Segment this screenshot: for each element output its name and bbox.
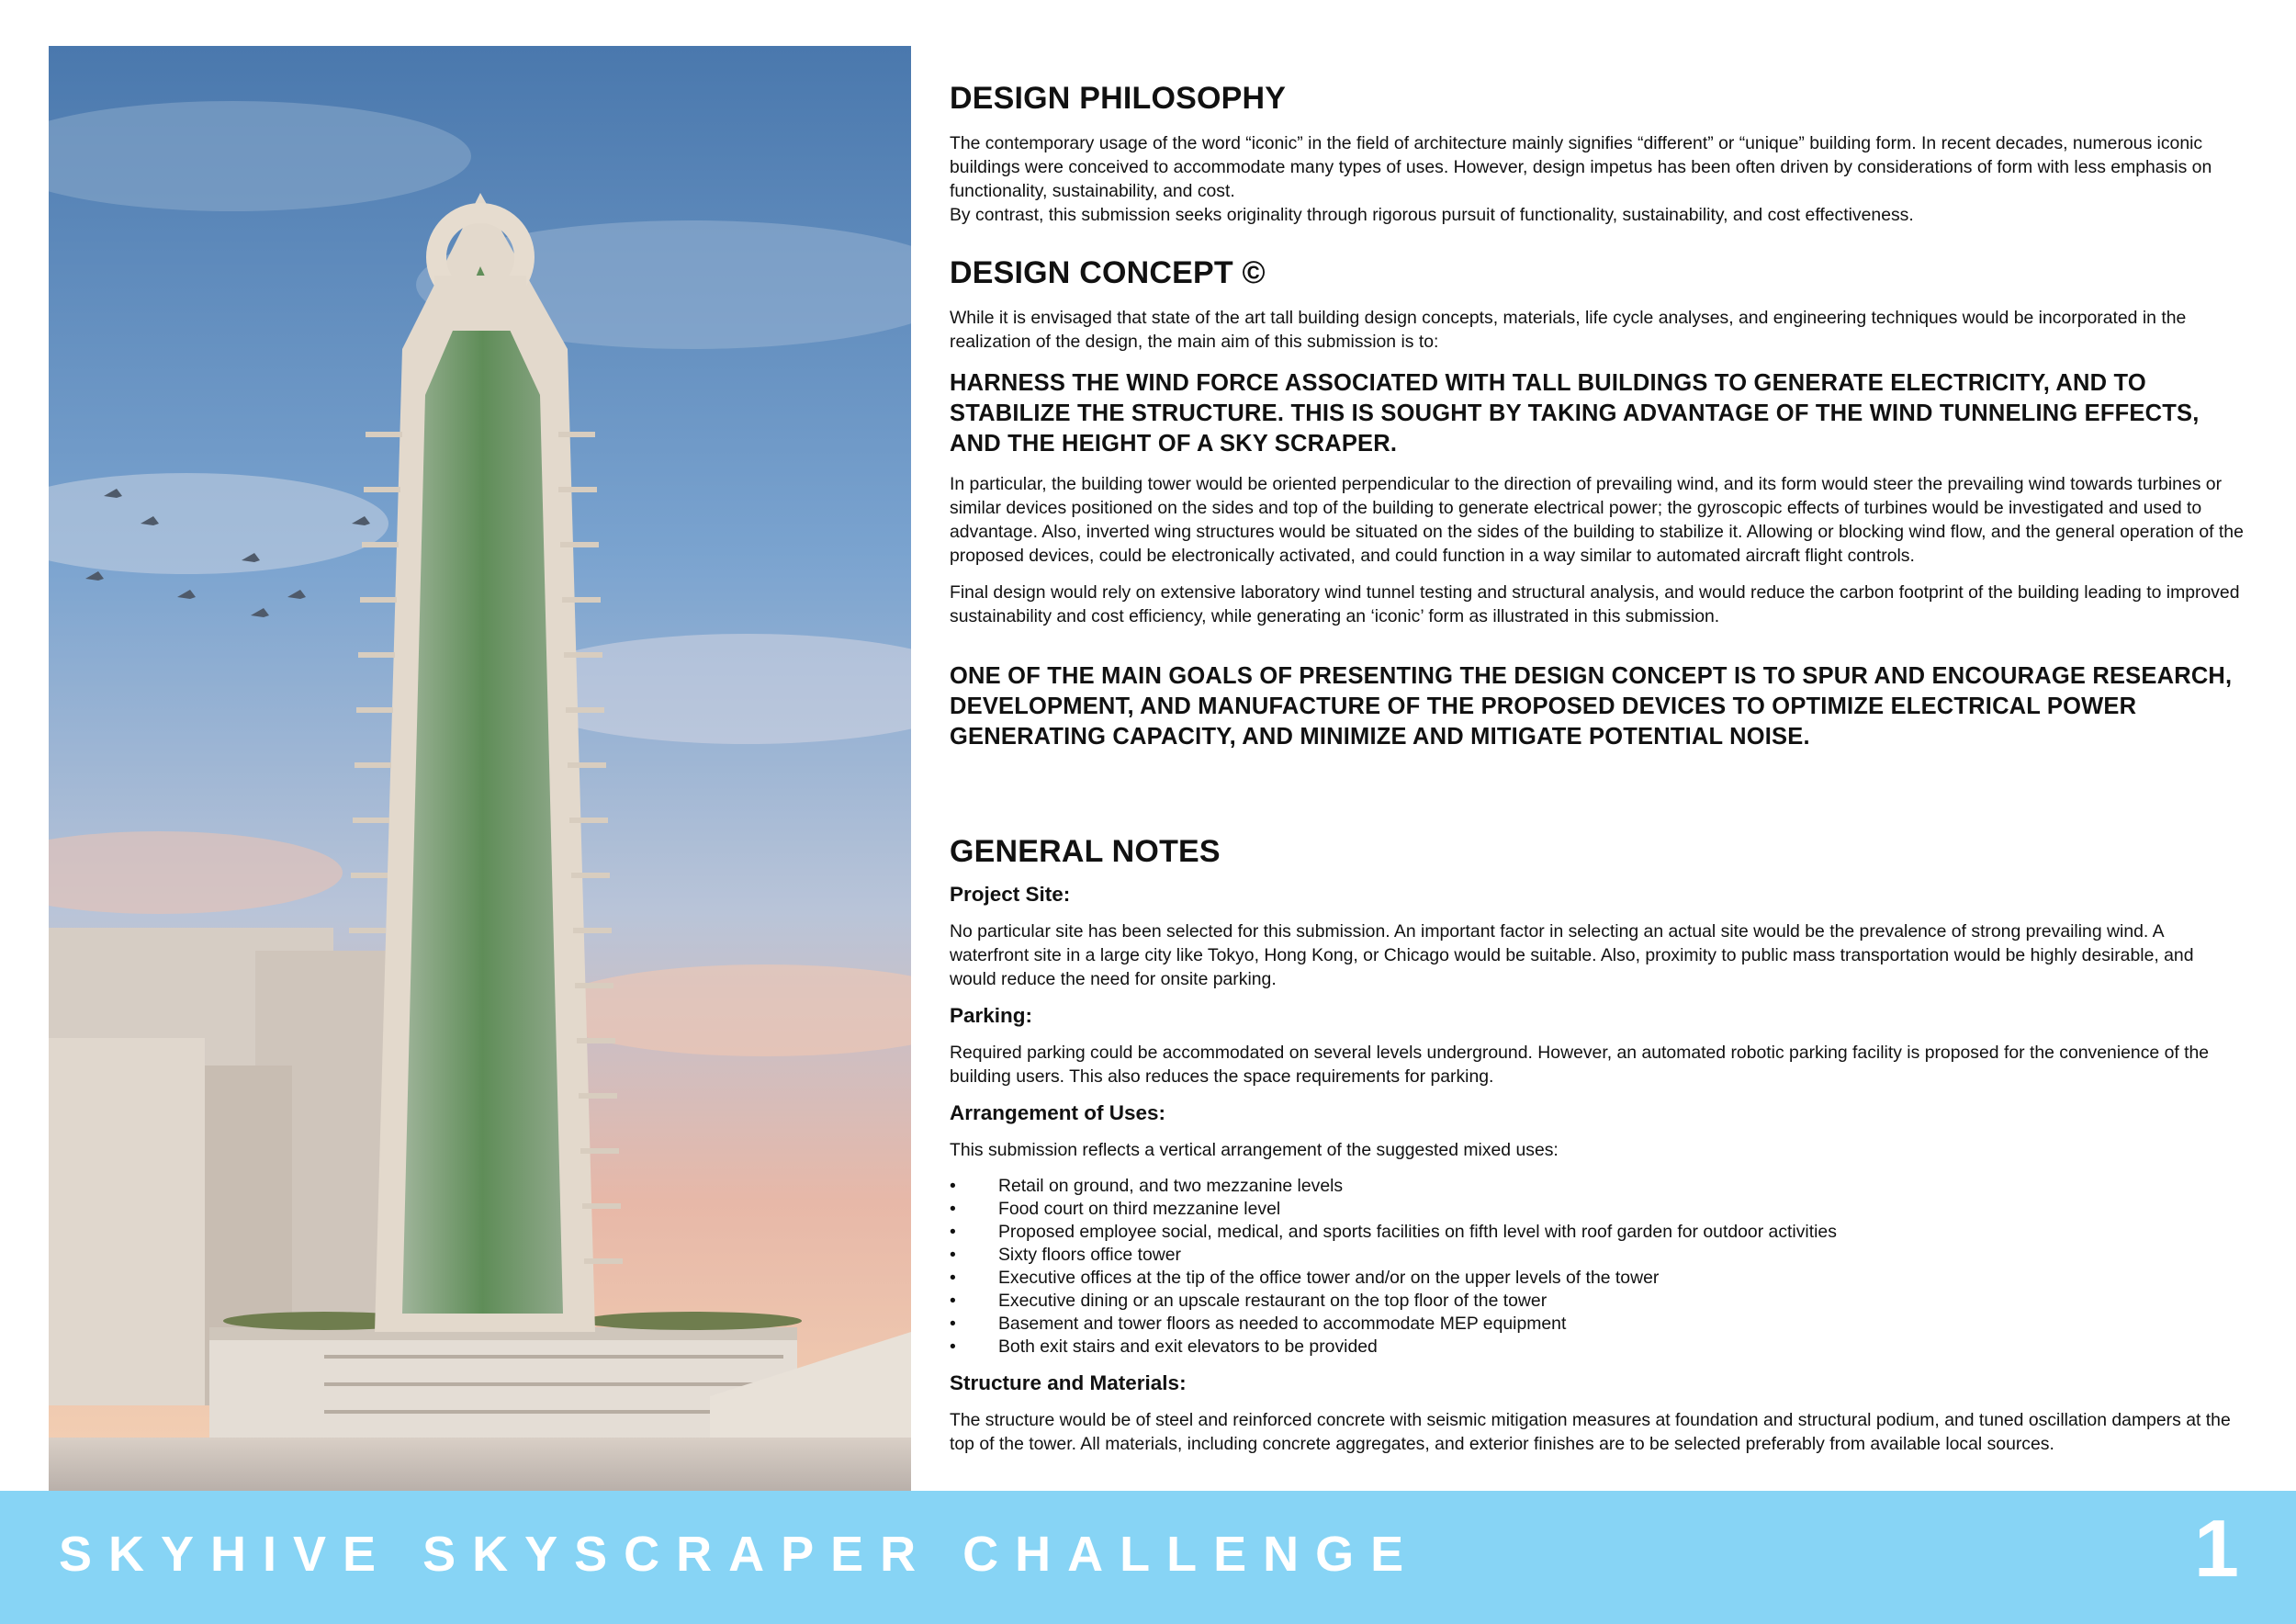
list-item: • Both exit stairs and exit elevators to be provided bbox=[950, 1336, 2245, 1359]
design-philosophy-paragraph: The contemporary usage of the word “iconic” in the field of architecture mainly signifies “different” or “unique” building form. In recent decades, numerous iconic buildings were conceived to accommodate many types of uses. However, design impetus has been often driven by considerations of form with less emphasis on functionality, sustainability, and cost. bbox=[950, 133, 2212, 201]
uses-list bbox=[950, 1175, 2245, 1359]
list-item: • Proposed employee social, medical, and sports facilities on fifth level with roof garden for outdoor activities bbox=[950, 1221, 2245, 1244]
design-philosophy-section bbox=[950, 81, 2245, 227]
design-concept-heading: DESIGN CONCEPT © bbox=[950, 255, 1266, 290]
arrangement-of-uses-heading: Arrangement of Uses: bbox=[950, 1101, 1166, 1124]
design-philosophy-contrast: By contrast, this submission seeks originality through rigorous pursuit of functionality, sustainability, and cost effectiveness. bbox=[950, 205, 1914, 225]
structure-materials-text: The structure would be of steel and reinforced concrete with seismic mitigation measures at foundation and structural podium, and tuned oscillation dampers at the top of the tower. All materials, including concrete aggregates, and exterior finishes are to be selected preferably from available local sources. bbox=[950, 1410, 2231, 1454]
list-item: • Retail on ground, and two mezzanine levels bbox=[950, 1175, 2245, 1198]
parking-heading: Parking: bbox=[950, 1004, 1033, 1027]
design-concept-section bbox=[950, 255, 2245, 752]
design-concept-final-design: Final design would rely on extensive laboratory wind tunnel testing and structural analysis, and would reduce the carbon footprint of the building leading to improved sustainability and cost efficiency, while generating an ‘iconic’ form as illustrated in this submission. bbox=[950, 582, 2240, 626]
arrangement-of-uses-intro: This submission reflects a vertical arrangement of the suggested mixed uses: bbox=[950, 1140, 1559, 1160]
design-concept-aim: HARNESS THE WIND FORCE ASSOCIATED WITH TALL BUILDINGS TO GENERATE ELECTRICITY, AND TO STABILIZE THE STRUCTURE. THIS IS SOUGHT BY TAKING ADVANTAGE OF THE WIND TUNNELING EFFECTS, AND THE HEIGHT OF A SKY SCRAPER. bbox=[950, 370, 2200, 457]
footer-banner bbox=[0, 1491, 2296, 1624]
design-concept-goal: ONE OF THE MAIN GOALS OF PRESENTING THE DESIGN CONCEPT IS TO SPUR AND ENCOURAGE RESEARCH, DEVELOPMENT, AND MANUFACTURE OF THE PROPOSED DEVICES TO OPTIMIZE ELECTRICAL POWER GENERATING CAPACITY, AND MINIMIZE AND MITIGATE POTENTIAL NOISE. bbox=[950, 663, 2233, 750]
design-philosophy-heading: DESIGN PHILOSOPHY bbox=[950, 81, 1287, 116]
skyscraper-illustration bbox=[49, 46, 911, 1491]
list-item: • Food court on third mezzanine level bbox=[950, 1198, 2245, 1221]
project-site-text: No particular site has been selected for this submission. An important factor in selecting an actual site would be the prevalence of strong prevailing wind. A waterfront site in a large city like Tokyo, Hong Kong, or Chicago would be suitable. Also, proximity to public mass transportation would be highly desirable, and would reduce the need for onsite parking. bbox=[950, 921, 2194, 989]
general-notes-section bbox=[950, 834, 2245, 1456]
list-item: • Sixty floors office tower bbox=[950, 1244, 2245, 1267]
structure-materials-heading: Structure and Materials: bbox=[950, 1371, 1187, 1394]
design-concept-intro: While it is envisaged that state of the art tall building design concepts, materials, life cycle analyses, and engineering techniques would be incorporated in the realization of the design, the main aim of this submission is to: bbox=[950, 308, 2187, 352]
page-number: 1 bbox=[2194, 1503, 2239, 1594]
list-item: • Basement and tower floors as needed to accommodate MEP equipment bbox=[950, 1313, 2245, 1336]
parking-text: Required parking could be accommodated on several levels underground. However, an automated robotic parking facility is proposed for the convenience of the building users. This also reduces the space requirements for parking. bbox=[950, 1043, 2210, 1087]
footer-title: SKYHIVE SKYSCRAPER CHALLENGE bbox=[59, 1527, 1421, 1582]
design-concept-orientation: In particular, the building tower would be oriented perpendicular to the direction of prevailing wind, and its form would steer the prevailing wind towards turbines or similar devices positioned on the sides and top of the building to generate electrical power; the gyroscopic effects of turbines would be investigated and used to advantage. Also, inverted wing structures would be situated on the sides of the building to stabilize it. Allowing or blocking wind flow, and the general operation of the proposed devices, could be electronically activated, and could function in a way similar to automated aircraft flight controls. bbox=[950, 474, 2244, 566]
list-item: • Executive dining or an upscale restaurant on the top floor of the tower bbox=[950, 1290, 2245, 1313]
list-item: • Executive offices at the tip of the office tower and/or on the upper levels of the tower bbox=[950, 1267, 2245, 1290]
tower-render-image bbox=[49, 46, 911, 1491]
project-site-heading: Project Site: bbox=[950, 883, 1071, 906]
general-notes-heading: GENERAL NOTES bbox=[950, 834, 1221, 869]
